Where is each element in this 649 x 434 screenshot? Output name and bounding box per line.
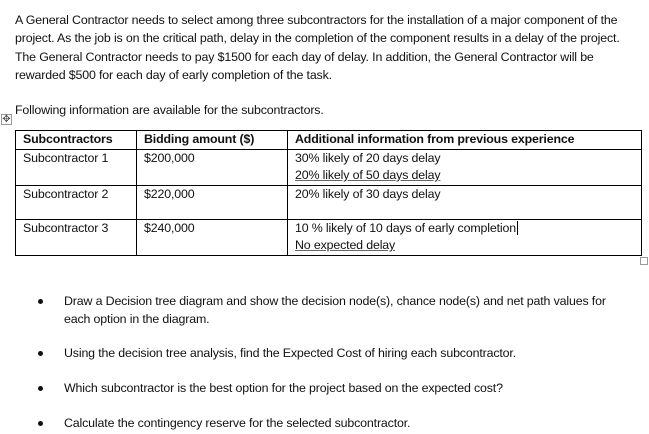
task-list <box>0 292 619 432</box>
task-text: Draw a Decision tree diagram and show the decision node(s), chance node(s) and net path values for each option in the diagram. <box>64 294 606 326</box>
info-line <box>295 220 641 237</box>
list-item <box>0 414 619 432</box>
header-bidding-amount: Bidding amount ($) <box>137 131 288 150</box>
table-resize-handle-icon[interactable] <box>640 257 648 265</box>
table-header-row <box>16 131 642 150</box>
bullet-icon <box>38 351 43 356</box>
info-line <box>295 167 641 184</box>
task-text: Which subcontractor is the best option for the project based on the expected cost? <box>64 381 503 395</box>
bullet-icon <box>38 421 43 426</box>
info-line: 20% likely of 30 days delay <box>295 187 441 201</box>
cell-subcontractor-name: Subcontractor 3 <box>16 220 137 256</box>
table-row <box>16 186 642 220</box>
cell-info <box>288 150 642 186</box>
cell-bid: $240,000 <box>137 220 288 256</box>
table-move-handle-icon[interactable]: ✥ <box>2 114 11 125</box>
table-row <box>16 220 642 256</box>
header-additional-info: Additional information from previous experience <box>288 131 642 150</box>
info-line <box>295 237 641 254</box>
text-cursor[interactable]: 10 % likely of 10 days of early completion <box>295 221 516 235</box>
header-subcontractors: Subcontractors <box>16 131 137 150</box>
table-lead-in: Following information are available for the subcontractors. <box>15 103 324 117</box>
cell-subcontractor-name: Subcontractor 2 <box>16 186 137 220</box>
cell-info[interactable] <box>288 220 642 256</box>
problem-statement: A General Contractor needs to select among three subcontractors for the installation of a major component of the project. As the job is on the critical path, delay in the completion of the component results in a delay of the project. The General Contractor needs to pay $1500 for each day of delay. In addition, the General Contractor will be rewarded $500 for each day of early completion of the task. <box>15 13 620 83</box>
info-line-text: 20% likely of 50 days delay <box>295 168 441 182</box>
bullet-icon <box>38 299 43 304</box>
task-text: Using the decision tree analysis, find the Expected Cost of hiring each subcontractor. <box>64 346 517 360</box>
info-line: 30% likely of 20 days delay <box>295 151 441 165</box>
list-item <box>0 379 619 397</box>
cell-bid: $220,000 <box>137 186 288 220</box>
cell-subcontractor-name: Subcontractor 1 <box>16 150 137 186</box>
subcontractor-table <box>15 130 642 256</box>
info-line-text: No expected delay <box>295 238 396 252</box>
task-text: Calculate the contingency reserve for the selected subcontractor. <box>64 416 411 430</box>
table-row <box>16 150 642 186</box>
cell-bid: $200,000 <box>137 150 288 186</box>
list-item <box>0 344 619 362</box>
cell-info <box>288 186 642 220</box>
bullet-icon <box>38 386 43 391</box>
list-item <box>0 292 619 328</box>
